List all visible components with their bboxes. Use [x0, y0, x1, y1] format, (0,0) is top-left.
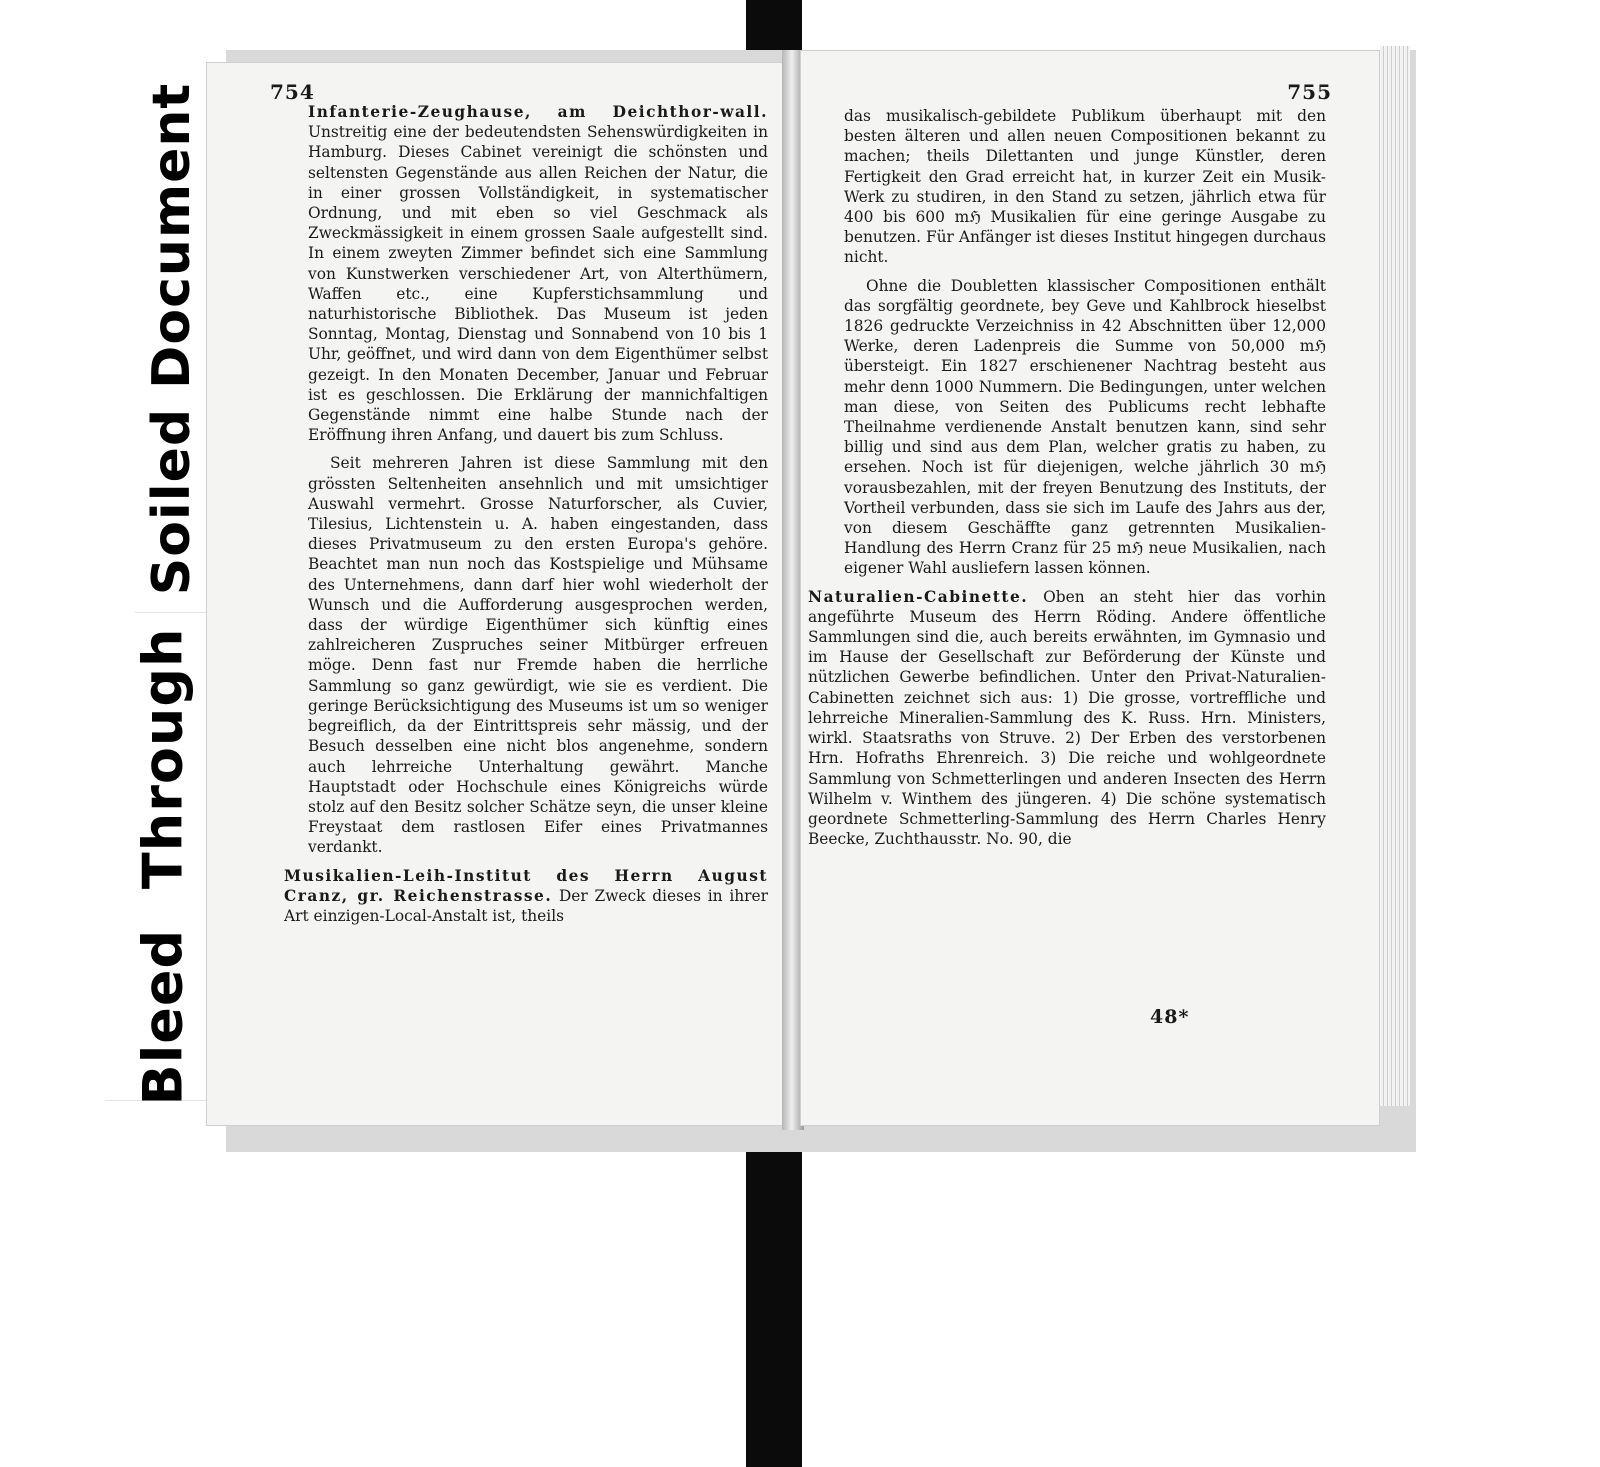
entry-heading: Infanterie-Zeughause, am Deichthor-wall. — [308, 103, 768, 121]
left-page-text — [284, 102, 768, 934]
paragraph: das musikalisch-gebildete Publikum überhaupt mit den besten älteren und allen neuen Compositionen bekannt zu machen; theils Dilettanten und junge Künstler, deren Fertigkeit den Grad erreicht hat, in kurzer Zeit ein Musik-Werk zu studiren, in den Stand zu setzen, jährlich etwa für 400 bis 600 mℌ Musikalien für eine geringe Ausgabe zu benutzen. Für Anfänger ist dieses Institut hingegen durchaus nicht. — [844, 107, 1326, 267]
bleed-label-text: Bleed Through — [131, 627, 195, 1105]
bleed-through-label — [104, 627, 222, 1105]
right-page-text — [808, 106, 1326, 857]
page-number-left: 754 — [270, 80, 315, 104]
entry-zeughaus — [308, 102, 768, 445]
entry-musikalien — [284, 866, 768, 927]
entry-body: Der Zweck dieses in ihrer Art einzigen-Local-Anstalt ist, theils — [284, 886, 768, 925]
left-page — [206, 62, 790, 1126]
entry-heading: Naturalien-Cabinette. — [808, 587, 1029, 606]
page-edges — [1380, 46, 1410, 1106]
binding-strip-top — [746, 0, 802, 50]
paragraph: Seit mehreren Jahren ist diese Sammlung mit den grössten Seltenheiten ansehnlich und mit umsichtiger Auswahl vermehrt. Grosse Naturforscher, als Cuvier, Tilesius, Lichtenstein u. A. haben eingestanden, dass dieses Privatmuseum zu den ersten Europa's gehöre. Beachtet man nun noch das Kostspielige und Mühsame des Unternehmens, dann darf hier wohl wiederholt der Wunsch und die Aufforderung ausgesprochen werden, dass der würdige Eigenthümer sich künftig eines zahlreicheren Zuspruches seiner Mitbürger erfreuen möge. Denn fast nur Fremde haben die herrliche Sammlung so ganz gewürdigt, wie sie es verdient. Die geringe Berücksichtigung des Museums ist um so weniger begreiflich, da der Eintrittspreis sehr mässig, und der Besuch desselben eine nicht blos angenehme, sondern auch lehrreiche Unterhaltung gewährt. Manche Hauptstadt oder Hochschule eines Königreichs würde stolz auf den Besitz solcher Schätze seyn, die unser kleine Freystaat dem rastlosen Eifer eines Privatmannes verdankt. — [308, 454, 768, 857]
entry-body: Oben an steht hier das vorhin angeführte Museum des Herrn Röding. Andere öffentliche Sammlungen sind die, auch bereits erwähnten, im Gymnasio und im Hause der Gesellschaft zur Beförderung der Künste und nützlichen Gewerbe befindlichen. Unter den Privat-Naturalien-Cabinetten zeichnet sich aus: 1) Die grosse, vortreffliche und lehrreiche Mineralien-Sammlung des K. Russ. Hrn. Ministers, wirkl. Staatsraths von Struve. 2) Der Erben des verstorbenen Hrn. Hofraths Ehrenreich. 3) Die reiche und wohlgeordnete Sammlung von Schmetterlingen und anderen Insecten des Herrn Wilhelm v. Winthem des jüngeren. 4) Die schöne systematisch geordnete Schmetterling-Sammlung des Herrn Charles Henry Beecke, Zuchthausstr. No. 90, die — [808, 587, 1326, 849]
soiled-label-text: Soiled Document — [142, 82, 203, 596]
page-number-right: 755 — [1287, 80, 1332, 104]
entry-naturalien — [808, 587, 1326, 850]
entry-heading: Musikalien-Leih-Institut des Herrn August Cranz, gr. Reichenstrasse. — [284, 866, 768, 905]
signature-mark: 48* — [1150, 1006, 1190, 1028]
right-page — [800, 50, 1380, 1126]
paragraph: Ohne die Doubletten klassischer Compositionen enthält das sorgfältig geordnete, bey Geve und Kahlbrock hieselbst 1826 gedruckte Verzeichniss in 42 Abschnitten über 12,000 Werke, deren Ladenpreis die Summe von 50,000 mℌ übersteigt. Ein 1827 erschienener Nachtrag besteht aus mehr denn 1000 Nummern. Die Bedingungen, unter welchen man diese, von Seiten des Publicums recht lebhafte Theilnahme verdienende Anstalt benutzen kann, sind sehr billig und sind aus dem Plan, welcher gratis zu haben, zu ersehen. Noch ist für diejenigen, welche jährlich 30 mℌ vorausbezahlen, mit der freyen Benutzung des Instituts, der Vortheil verbunden, dass sie sich im Laufe des Jahrs aus der, von diesem Geschäffte ganz getrennten Musikalien-Handlung des Herrn Cranz für 25 mℌ neue Musikalien, nach eigener Wahl ausliefern lassen können. — [844, 276, 1326, 578]
entry-body: Unstreitig eine der bedeutendsten Sehenswürdigkeiten in Hamburg. Dieses Cabinet vereinigt die schönsten und seltensten Gegenstände aus allen Reichen der Natur, die in einer grossen Vollständigkeit, in systematischer Ordnung, und mit eben so viel Geschmack als Zweckmässigkeit in einem grossen Saale aufgestellt sind. In einem zweyten Zimmer befindet sich eine Sammlung von Kunstwerken verschiedener Art, von Alterthümern, Waffen etc., eine Kupferstichsammlung und naturhistorische Bibliothek. Das Museum ist jeden Sonntag, Montag, Dienstag und Sonnabend von 10 bis 1 Uhr, geöffnet, und wird dann von dem Eigenthümer selbst gezeigt. In den Monaten December, Januar und Februar ist es geschlossen. Die Erklärung der mannichfaltigen Gegenstände nimmt eine halbe Stunde nach der Eröffnung ihren Anfang, und dauert bis zum Schluss. — [308, 123, 768, 445]
binding-strip-bottom — [746, 1150, 802, 1467]
soiled-document-label — [134, 66, 210, 612]
